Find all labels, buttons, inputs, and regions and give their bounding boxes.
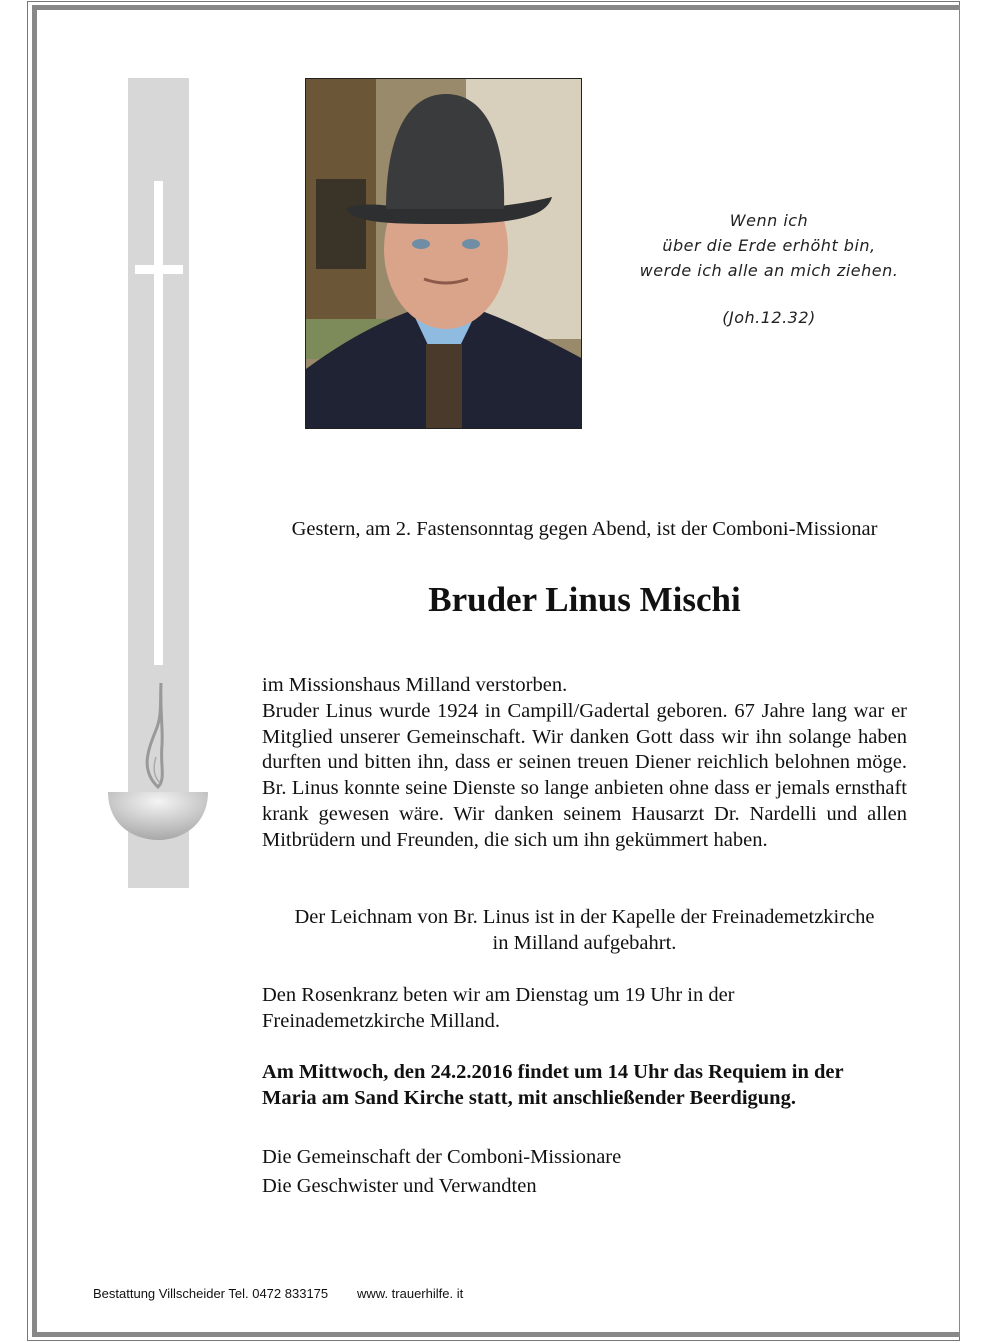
candle-bowl-icon <box>100 675 220 845</box>
cross-icon <box>154 181 163 665</box>
deceased-name: Bruder Linus Mischi <box>428 580 741 619</box>
obituary-body <box>262 673 907 854</box>
undertaker-info: Bestattung Villscheider Tel. 0472 833175 <box>93 1286 329 1301</box>
laying-out-line: Der Leichnam von Br. Linus ist in der Kapelle der Freinademetzkirche <box>294 906 875 928</box>
requiem-text <box>262 1060 907 1112</box>
rosary-text <box>262 983 907 1035</box>
quote-line: werde ich alle an mich ziehen. <box>639 261 899 280</box>
laying-out-line: in Milland aufgebahrt. <box>492 931 677 954</box>
portrait-photo <box>305 78 582 429</box>
signature-line: Die Gemeinschaft der Comboni-Missionare <box>262 1146 622 1168</box>
intro-text: Gestern, am 2. Fastensonntag gegen Abend, ist der Comboni-Missionar <box>291 518 878 540</box>
biography-paragraph: Bruder Linus wurde 1924 in Campill/Gadertal geboren. 67 Jahre lang war er Mitglied unserer Gemeinschaft. Wir danken Gott dass wir ihn solange haben durften und bitten ihn, dass er seinen treuen Diener reichlich belohnen möge. Br. Linus konnte seine Dienste so lange anbieten ohne dass er jemals ernsthaft krank gewesen wäre. Wir danken seinem Hausarzt Dr. Nardelli und allen Mitbrüdern und Freunden, die sich um ihn gekümmert haben. <box>262 699 907 851</box>
signature-line: Die Geschwister und Verwandten <box>262 1175 537 1197</box>
cross-icon-bar <box>135 265 183 274</box>
laying-out-text <box>262 905 907 957</box>
bible-quote <box>620 208 918 330</box>
death-place-line: im Missionshaus Milland verstorben. <box>262 674 568 696</box>
quote-reference: (Joh.12.32) <box>722 308 816 327</box>
requiem-line: Am Mittwoch, den 24.2.2016 findet um 14 Uhr das Requiem in der <box>262 1061 844 1083</box>
quote-line: Wenn ich <box>729 211 809 230</box>
rosary-line: Den Rosenkranz beten wir am Dienstag um 19 Uhr in der <box>262 984 735 1006</box>
requiem-line: Maria am Sand Kirche statt, mit anschließender Beerdigung. <box>262 1086 796 1109</box>
signatures <box>262 1143 907 1201</box>
quote-line: über die Erde erhöht bin, <box>662 236 876 255</box>
website-link[interactable]: www. trauerhilfe. it <box>357 1286 464 1301</box>
rosary-line: Freinademetzkirche Milland. <box>262 1009 500 1032</box>
